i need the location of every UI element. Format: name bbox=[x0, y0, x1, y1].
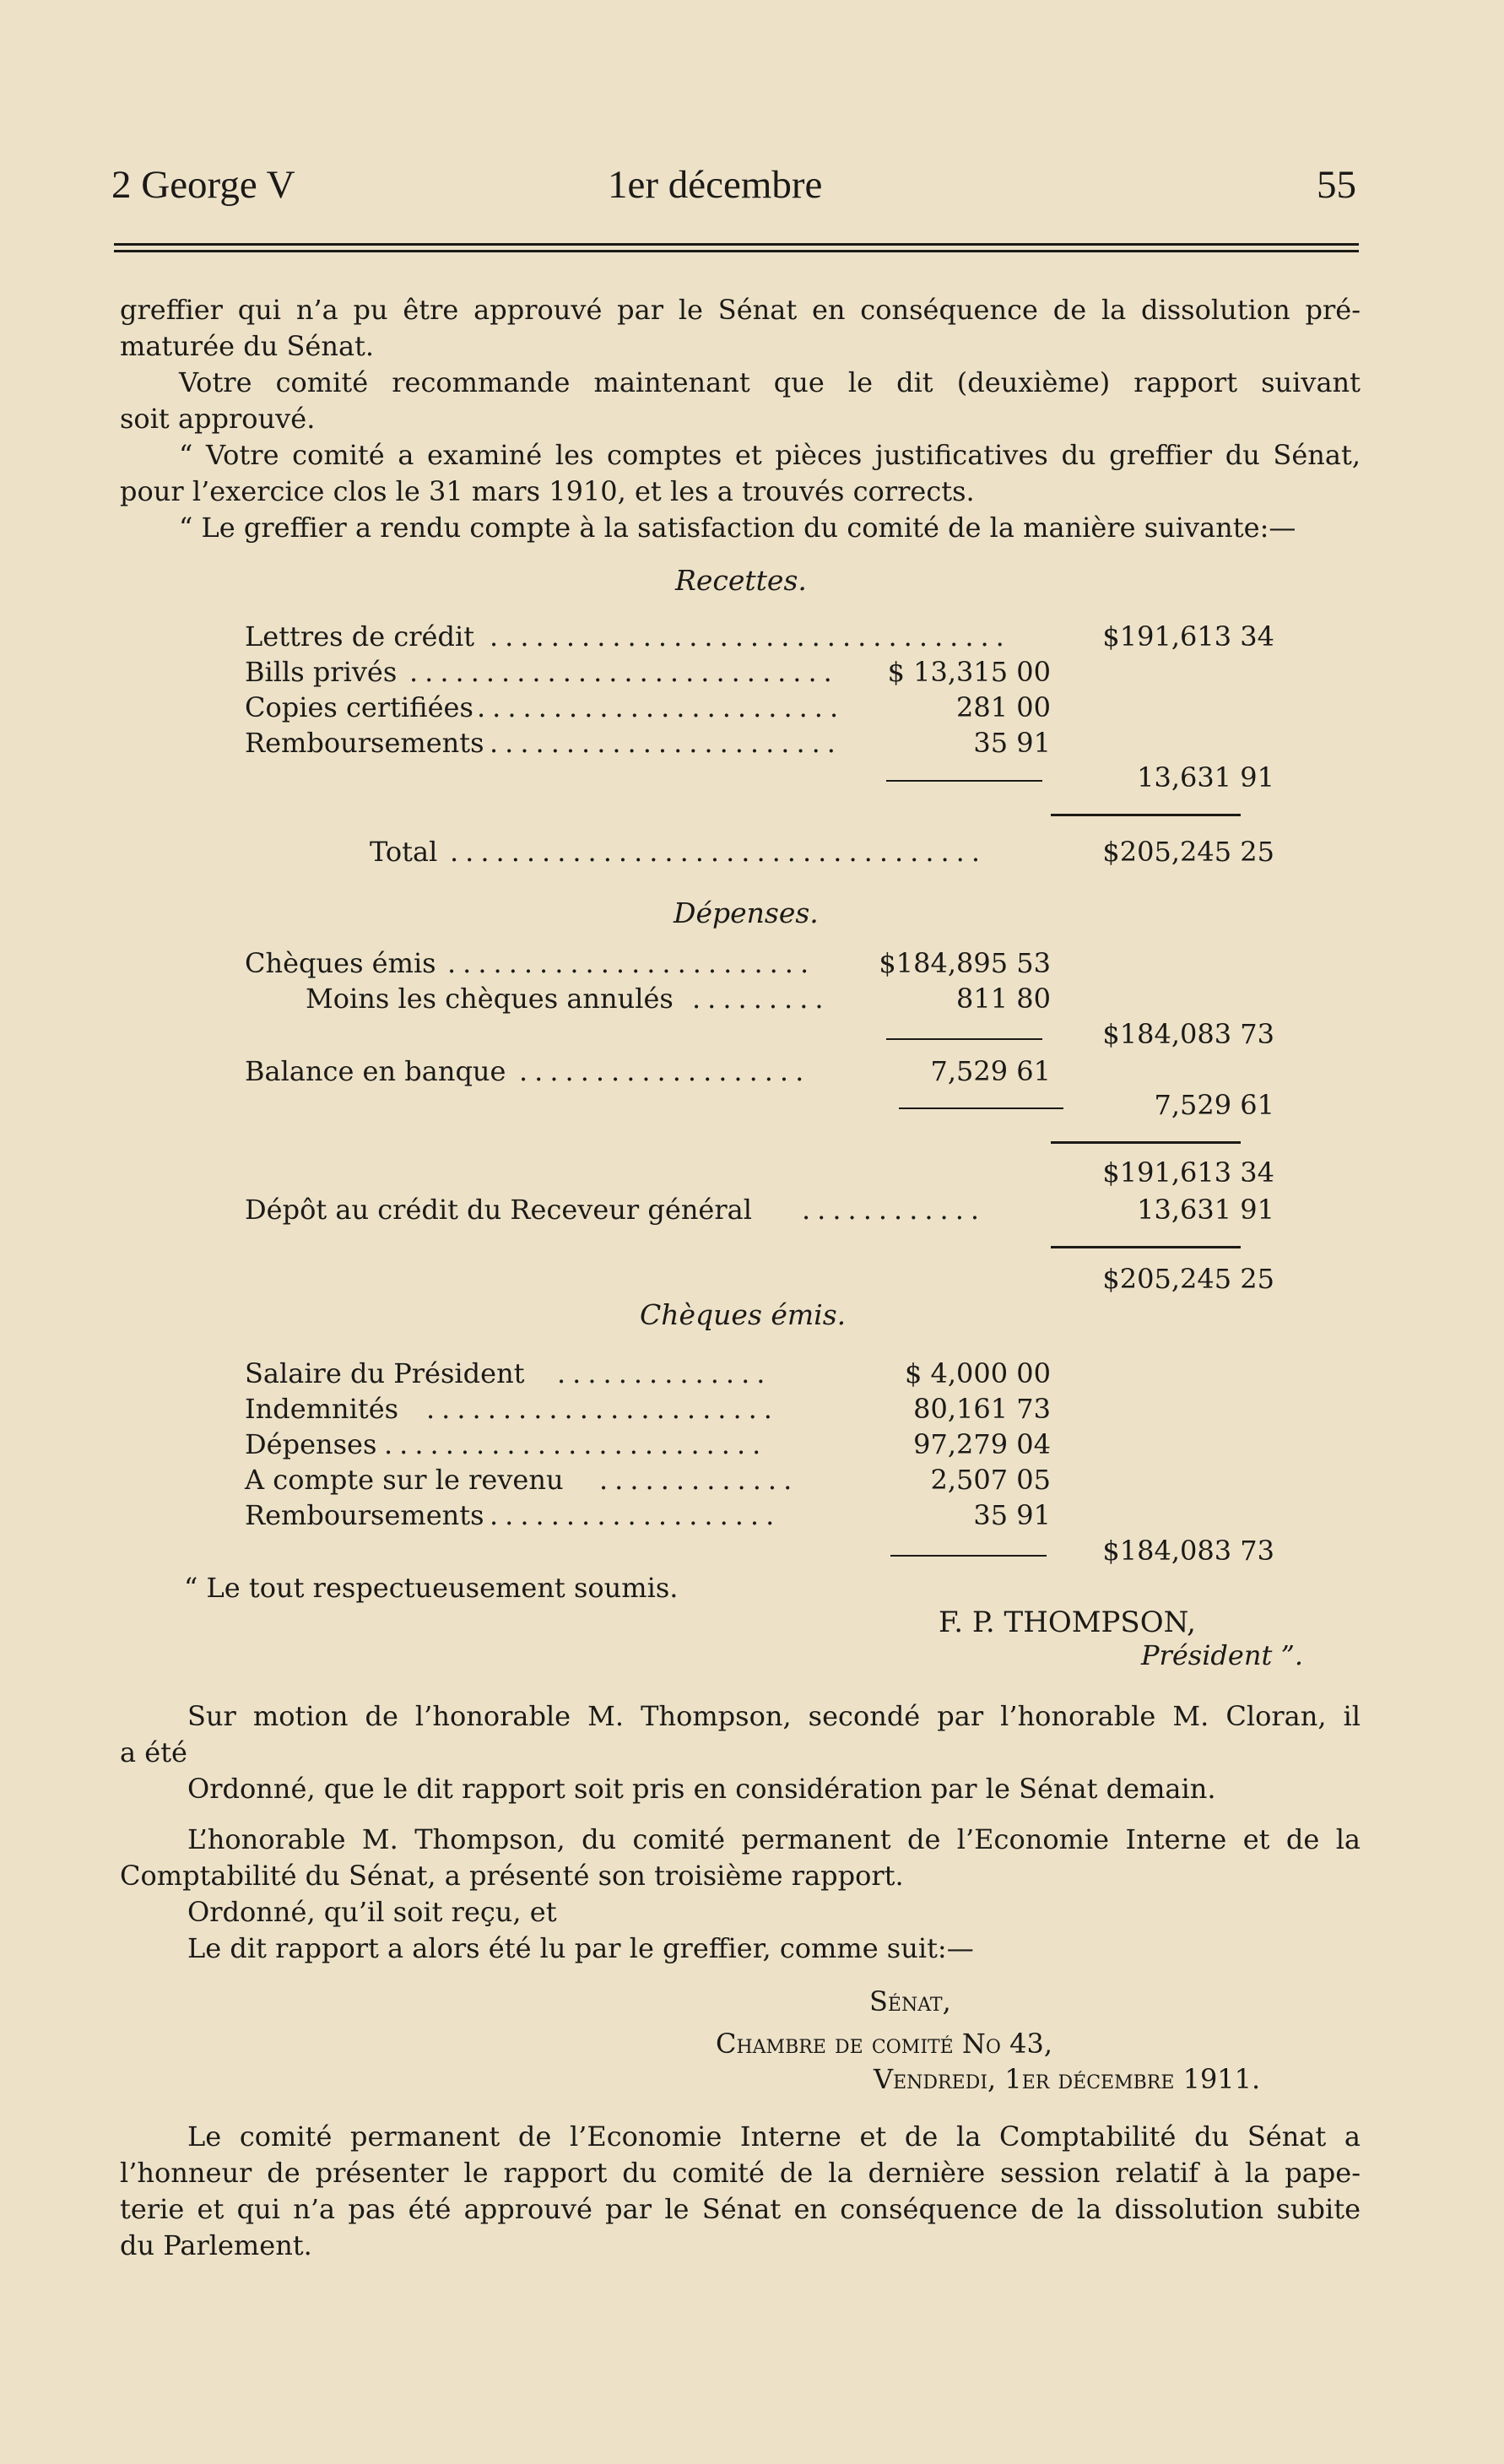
table-row bbox=[245, 1535, 1274, 1570]
text-line: Le dit rapport a alors été lu par le greffier, comme suit:— bbox=[187, 1932, 974, 1964]
table-row bbox=[245, 1428, 1274, 1464]
text-line: pour l’exercice clos le 31 mars 1910, et les a trouvés corrects. bbox=[120, 475, 975, 507]
table-row bbox=[245, 1263, 1274, 1298]
cheques-title: Chèques émis. bbox=[640, 1298, 847, 1331]
table-row bbox=[245, 691, 1274, 727]
text-line: terie et qui n’a pas été approuvé par le Sénat en conséquence de la dissolution subite bbox=[120, 2193, 1361, 2225]
text-line: L’honorable M. Thompson, du comité permanent de l’Economie Interne et de la bbox=[187, 1823, 1361, 1855]
text-line: “ Votre comité a examiné les comptes et pièces justificatives du greffier du Sénat, bbox=[179, 439, 1361, 471]
row-value: $205,245 25 bbox=[1102, 1263, 1274, 1295]
table-row bbox=[245, 947, 1274, 983]
page-number: 55 bbox=[1317, 163, 1356, 207]
depenses-title: Dépenses. bbox=[674, 896, 819, 929]
text-line: Ordonné, que le dit rapport soit pris en considération par le Sénat demain. bbox=[187, 1773, 1216, 1805]
intro-paragraph bbox=[120, 292, 1361, 546]
leader-dots: ............. bbox=[599, 1464, 799, 1496]
table-row bbox=[245, 1194, 1274, 1229]
table-row bbox=[245, 1499, 1274, 1535]
row-value: 7,529 61 bbox=[1154, 1089, 1274, 1121]
row-value: 2,507 05 bbox=[930, 1464, 1051, 1496]
row-label: Bills privés bbox=[245, 656, 398, 688]
leader-dots: ............ bbox=[802, 1194, 987, 1226]
total-row bbox=[370, 836, 1274, 871]
table-row bbox=[245, 1393, 1274, 1428]
header-left: 2 George V bbox=[111, 163, 295, 207]
sum-rule bbox=[1051, 1246, 1241, 1248]
text-line: l’honneur de présenter le rapport du comité de la dernière session relatif à la pape- bbox=[120, 2157, 1361, 2189]
text-line: “ Le greffier a rendu compte à la satisfaction du comité de la manière suivante:— bbox=[179, 512, 1296, 544]
row-value: $191,613 34 bbox=[1102, 1156, 1274, 1189]
table-row bbox=[245, 656, 1274, 691]
row-value: 7,529 61 bbox=[930, 1055, 1051, 1087]
row-value: $184,083 73 bbox=[1102, 1535, 1274, 1567]
row-value: 811 80 bbox=[956, 983, 1051, 1015]
leader-dots: ................................... bbox=[450, 836, 987, 868]
row-label: Remboursements bbox=[245, 1499, 484, 1531]
header-center: 1er décembre bbox=[608, 163, 823, 207]
row-value: 35 91 bbox=[973, 1499, 1051, 1531]
text-line: du Parlement. bbox=[120, 2229, 312, 2261]
table-row bbox=[245, 761, 1274, 797]
leader-dots: ........................ bbox=[477, 691, 846, 723]
dateline-date: Vendredi, 1er décembre 1911. bbox=[874, 2063, 1261, 2095]
leader-dots: ............................ bbox=[409, 656, 839, 688]
final-paragraph bbox=[120, 2119, 1361, 2264]
leader-dots: ....................... bbox=[490, 727, 842, 759]
leader-dots: ................... bbox=[519, 1055, 811, 1087]
table-row bbox=[245, 1089, 1274, 1124]
text-line: Comptabilité du Sénat, a présenté son troisième rapport. bbox=[120, 1860, 904, 1892]
table-row bbox=[245, 1055, 1274, 1091]
row-value: $184,083 73 bbox=[1102, 1018, 1274, 1050]
row-label: Dépenses bbox=[245, 1428, 377, 1460]
signer-name: F. P. THOMPSON, bbox=[939, 1606, 1196, 1639]
sum-rule bbox=[1051, 814, 1241, 816]
signer-title: Président ”. bbox=[1141, 1639, 1304, 1671]
row-value: $184,895 53 bbox=[879, 947, 1051, 979]
text-line: Votre comité recommande maintenant que le dit (deuxième) rapport suivant bbox=[179, 366, 1361, 398]
leader-dots: ........................ bbox=[447, 947, 816, 979]
row-label: Indemnités bbox=[245, 1393, 399, 1425]
row-value: $ 4,000 00 bbox=[904, 1357, 1051, 1389]
table-row bbox=[245, 727, 1274, 762]
dateline-senat: Sénat, bbox=[869, 1985, 951, 2017]
leader-dots: ....................... bbox=[426, 1393, 779, 1425]
leader-dots: .................................. bbox=[490, 620, 1011, 653]
text-line: greffier qui n’a pu être approuvé par le Sénat en conséquence de la dissolution pré- bbox=[120, 294, 1361, 326]
text-line: Ordonné, qu’il soit reçu, et bbox=[187, 1896, 557, 1928]
text-line: soit approuvé. bbox=[120, 403, 316, 435]
row-label: Salaire du Président bbox=[245, 1357, 525, 1389]
row-value: $ 13,315 00 bbox=[887, 656, 1051, 688]
row-label: Lettres de crédit bbox=[245, 620, 475, 653]
row-label: Chèques émis bbox=[245, 947, 436, 979]
closing-statement: “ Le tout respectueusement soumis. bbox=[184, 1572, 679, 1604]
row-value: $191,613 34 bbox=[1102, 620, 1274, 653]
leader-dots: .............. bbox=[557, 1357, 772, 1389]
table-row bbox=[245, 1156, 1274, 1192]
recettes-title: Recettes. bbox=[675, 564, 807, 597]
row-label: Copies certifiées bbox=[245, 691, 473, 723]
row-label: Dépôt au crédit du Receveur général bbox=[245, 1194, 752, 1226]
row-value: 97,279 04 bbox=[913, 1428, 1051, 1460]
leader-dots: ......................... bbox=[384, 1428, 768, 1460]
row-value: $205,245 25 bbox=[1102, 836, 1274, 868]
leader-dots: ................... bbox=[490, 1499, 782, 1531]
row-value: 13,631 91 bbox=[1137, 761, 1274, 793]
row-label: Balance en banque bbox=[245, 1055, 506, 1087]
table-row bbox=[245, 1018, 1274, 1053]
text-line: a été bbox=[120, 1736, 187, 1768]
text-line: Le comité permanent de l’Economie Interne et de la Comptabilité du Sénat a bbox=[187, 2120, 1361, 2153]
third-report-paragraph bbox=[120, 1822, 1361, 1967]
table-row bbox=[245, 1357, 1274, 1393]
row-label: Remboursements bbox=[245, 727, 484, 759]
dateline-chambre: Chambre de comité No 43, bbox=[716, 2028, 1053, 2060]
motion-paragraph bbox=[120, 1698, 1361, 1807]
table-row bbox=[245, 983, 1274, 1018]
text-line: Sur motion de l’honorable M. Thompson, secondé par l’honorable M. Cloran, il bbox=[187, 1700, 1361, 1732]
text-line: maturée du Sénat. bbox=[120, 330, 375, 362]
row-value: 281 00 bbox=[956, 691, 1051, 723]
sum-rule bbox=[1051, 1141, 1241, 1144]
header-rule-bottom bbox=[114, 250, 1359, 252]
table-row bbox=[245, 620, 1274, 656]
row-value: 13,631 91 bbox=[1137, 1194, 1274, 1226]
row-label: Moins les chèques annulés bbox=[306, 983, 674, 1015]
row-label: Total bbox=[370, 836, 438, 868]
header-rule-top bbox=[114, 243, 1359, 246]
row-label: A compte sur le revenu bbox=[245, 1464, 564, 1496]
table-row bbox=[245, 1464, 1274, 1499]
row-value: 35 91 bbox=[973, 727, 1051, 759]
row-value: 80,161 73 bbox=[913, 1393, 1051, 1425]
leader-dots: ......... bbox=[692, 983, 830, 1015]
